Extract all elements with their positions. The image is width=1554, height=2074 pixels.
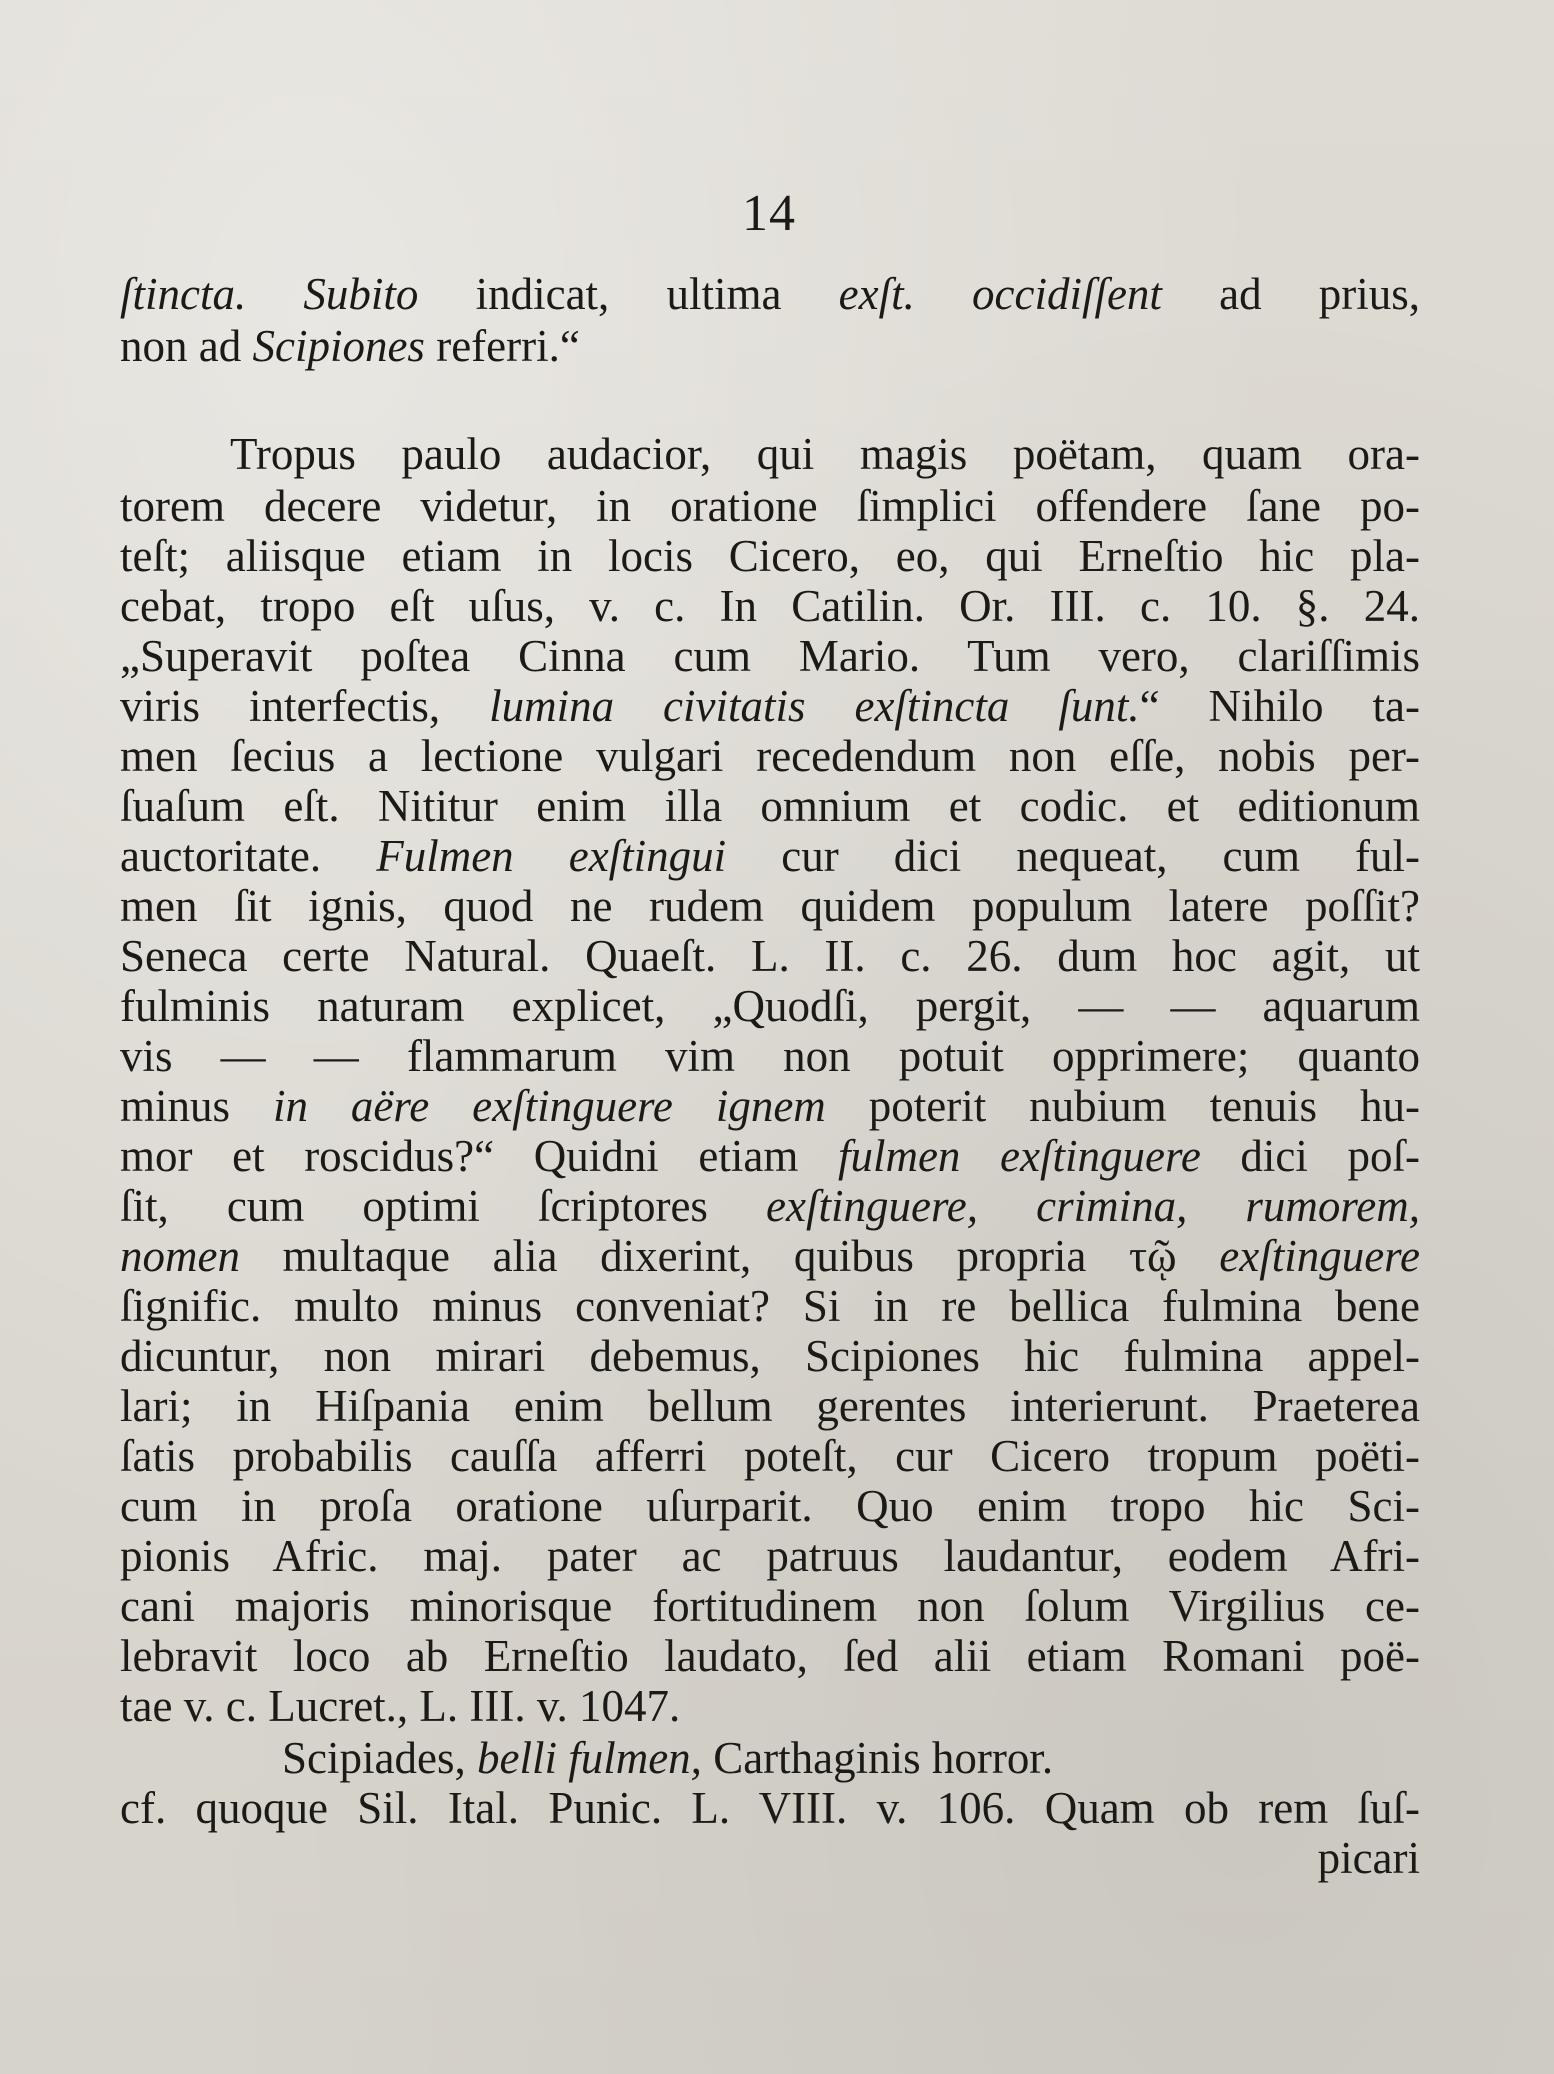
verse-quotation (282, 1732, 1262, 1784)
text-line (120, 780, 1420, 832)
italic-text: in aëre exſtinguere ignem (272, 1081, 826, 1131)
italic-text: fulmen exſtinguere (837, 1131, 1201, 1181)
text-run: mor et roscidus?“ Quidni etiam (120, 1131, 838, 1181)
text-run: picari (1317, 1833, 1420, 1883)
text-run: viris interfectis, (120, 681, 490, 731)
text-run: men ſit ignis, quod ne rudem quidem populum latere poſſit? (120, 881, 1420, 931)
text-run: tae v. c. Lucret., L. III. v. 1047. (120, 1681, 681, 1731)
text-run: ſatis probabilis cauſſa afferri poteſt, cur Cicero tropum poëti- (120, 1431, 1420, 1481)
text-line (120, 730, 1420, 782)
text-line (120, 980, 1420, 1032)
italic-text: exſtinguere (1219, 1231, 1420, 1281)
text-line (120, 530, 1420, 582)
text-line (120, 1280, 1420, 1332)
text-run: dici poſ- (1200, 1131, 1421, 1181)
text-run: ſit, cum optimi ſcriptores (120, 1181, 767, 1231)
text-line (120, 1782, 1420, 1834)
text-line (120, 1330, 1420, 1382)
italic-text: lumina civitatis exſtincta ſunt. (489, 681, 1140, 731)
page-number: 14 (742, 185, 796, 242)
text-run: cf. quoque Sil. Ital. Punic. L. VIII. v. 106. Quam ob rem ſuſ- (120, 1783, 1420, 1833)
italic-text: exſt. occidiſſent (838, 269, 1162, 319)
text-run: cum in proſa oratione uſurparit. Quo enim tropo hic Sci- (120, 1481, 1420, 1531)
text-line (120, 320, 1420, 372)
italic-text: exſtinguere, crimina, rumorem, (766, 1181, 1420, 1231)
text-line (120, 1030, 1420, 1082)
text-run: referri.“ (424, 321, 580, 371)
text-line (120, 1480, 1420, 1532)
text-run: vis — — flammarum vim non potuit opprimere; quanto (120, 1031, 1420, 1081)
text-run: pionis Afric. maj. pater ac patruus laudantur, eodem Afri- (120, 1531, 1420, 1581)
text-line (120, 1530, 1420, 1582)
text-run: cani majoris minorisque fortitudinem non ſolum Virgilius ce- (120, 1581, 1420, 1631)
text-line (120, 830, 1420, 882)
text-line (120, 1130, 1420, 1182)
italic-text: Subito (303, 269, 419, 319)
text-run: Carthaginis horror. (701, 1733, 1054, 1783)
text-run: ſignific. multo minus conveniat? Si in re bellica fulmina bene (120, 1281, 1420, 1331)
text-run: ſuaſum eſt. Nititur enim illa omnium et codic. et editionum (120, 781, 1420, 831)
text-run: auctoritate. (120, 831, 377, 881)
text-line (120, 1380, 1420, 1432)
italic-text: Fulmen exſtingui (376, 831, 727, 881)
italic-text: ſtincta. (120, 269, 247, 319)
text-line (120, 1430, 1420, 1482)
text-run: torem decere videtur, in oratione ſimplici offendere ſane po- (120, 481, 1420, 531)
text-run (246, 269, 303, 319)
text-line (120, 1180, 1420, 1232)
italic-text: Scipiones (252, 321, 425, 371)
text-run: teſt; aliisque etiam in locis Cicero, eo, qui Erneſtio hic pla- (120, 531, 1420, 581)
text-run: fulminis naturam explicet, „Quodſi, pergit, — — aquarum (120, 981, 1420, 1031)
text-line (120, 1680, 1420, 1732)
text-run: Scipiades, (282, 1733, 477, 1783)
text-run: cebat, tropo eſt uſus, v. c. In Catilin. Or. III. c. 10. §. 24. (120, 581, 1420, 631)
catchword (1300, 1832, 1420, 1884)
text-run: indicat, ultima (418, 269, 839, 319)
text-line (120, 580, 1420, 632)
text-line (120, 930, 1420, 982)
text-run: non ad (120, 321, 253, 371)
text-line (120, 268, 1420, 320)
text-run: lari; in Hiſpania enim bellum gerentes interierunt. Praeterea (120, 1381, 1420, 1431)
text-line (120, 1630, 1420, 1682)
text-line (120, 428, 1420, 480)
text-line (120, 480, 1420, 532)
text-run: minus (120, 1081, 273, 1131)
text-line (120, 1230, 1420, 1282)
text-run: dicuntur, non mirari debemus, Scipiones hic fulmina appel- (120, 1331, 1420, 1381)
text-run: poterit nubium tenuis hu- (825, 1081, 1420, 1131)
text-run: “ Nihilo ta- (1139, 681, 1420, 731)
text-run: ad prius, (1161, 269, 1420, 319)
text-run: cur dici nequeat, cum ful- (726, 831, 1421, 881)
text-run: men ſecius a lectione vulgari recedendum non eſſe, nobis per- (120, 731, 1420, 781)
text-line (120, 630, 1420, 682)
text-line (120, 1580, 1420, 1632)
text-line (120, 1080, 1420, 1132)
text-run: lebravit loco ab Erneſtio laudato, ſed alii etiam Romani poë- (120, 1631, 1420, 1681)
text-line (120, 680, 1420, 732)
text-run: Seneca certe Natural. Quaeſt. L. II. c. 26. dum hoc agit, ut (120, 931, 1420, 981)
italic-text: nomen (120, 1231, 240, 1281)
text-run: Tropus paulo audacior, qui magis poëtam, quam ora- (230, 429, 1420, 479)
text-run: multaque alia dixerint, quibus propria τῷ (239, 1231, 1220, 1281)
italic-text: belli fulmen, (476, 1733, 702, 1783)
text-line (120, 880, 1420, 932)
text-run: „Superavit poſtea Cinna cum Mario. Tum vero, clariſſimis (120, 631, 1420, 681)
